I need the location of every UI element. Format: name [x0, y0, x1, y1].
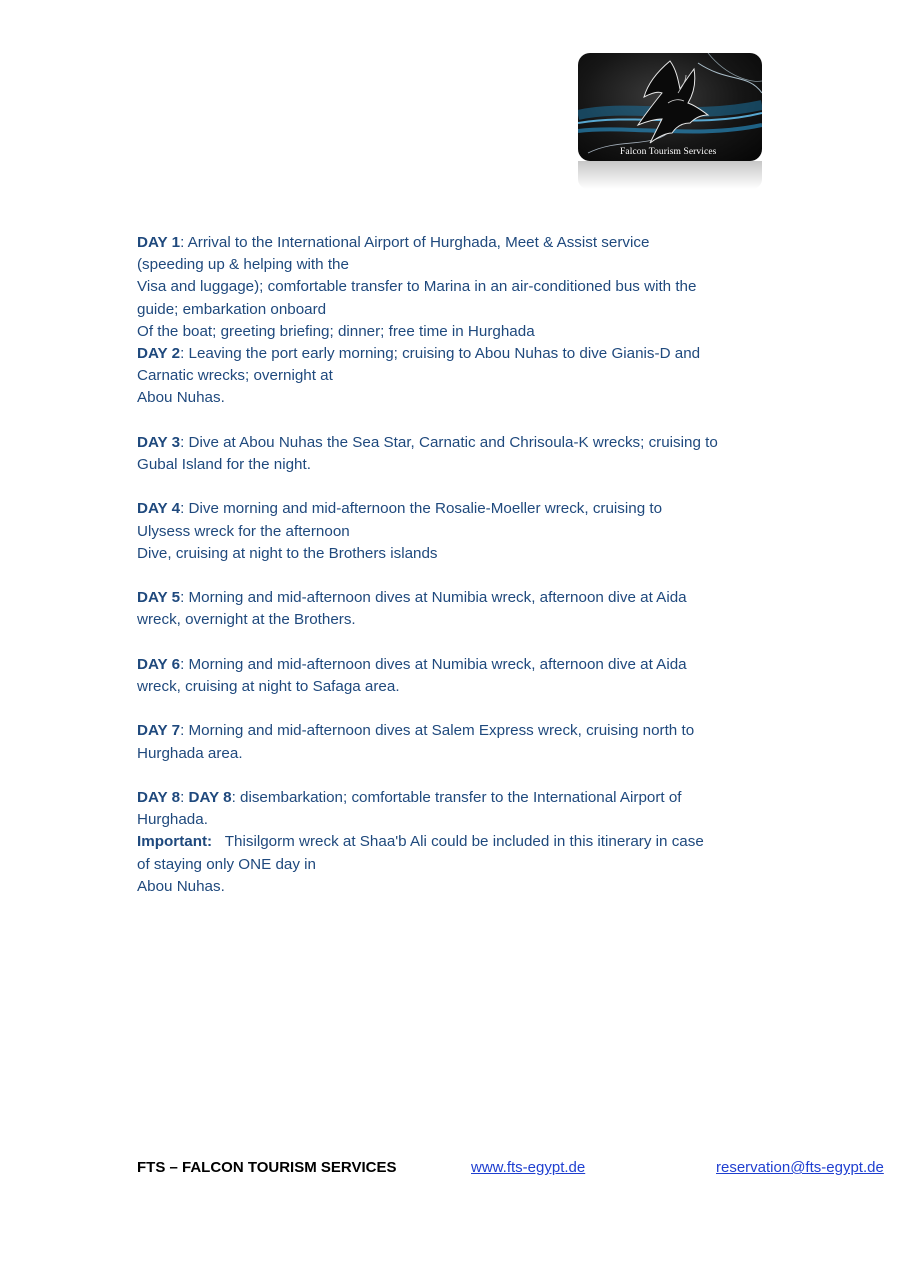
day-4-line-2: Ulysess wreck for the afternoon — [137, 522, 350, 540]
day-7-line-1 — [137, 720, 767, 742]
day-3-line-2: Gubal Island for the night. — [137, 456, 311, 474]
paragraph-gap — [137, 765, 767, 787]
day-6-line-1 — [137, 654, 767, 676]
important-line-2: of staying only ONE day in — [137, 855, 316, 873]
important-text: Thisilgorm wreck at Shaa'b Ali could be included in this itinerary in case — [224, 833, 704, 851]
day-4-line-3: Dive, cruising at night to the Brothers islands — [137, 544, 438, 562]
company-logo — [578, 53, 762, 161]
day-text: : — [180, 788, 189, 806]
logo-text: Falcon Tourism Services — [620, 147, 717, 157]
website-link[interactable]: www.fts-egypt.de — [471, 1159, 586, 1176]
paragraph-gap — [137, 632, 767, 654]
day-text: : Morning and mid-afternoon dives at Numibia wreck, afternoon dive at Aida — [180, 655, 687, 673]
day-1-line-4: guide; embarkation onboard — [137, 300, 327, 318]
day-label: DAY 6 — [137, 655, 181, 673]
day-1-line-3: Visa and luggage); comfortable transfer to Marina in an air-conditioned bus with the — [137, 278, 697, 296]
footer-company-name: FTS – FALCON TOURISM SERVICES — [137, 1159, 397, 1176]
day-1-line-1 — [137, 232, 767, 254]
important-line-1 — [137, 831, 767, 853]
day-6-line-2: wreck, cruising at night to Safaga area. — [137, 678, 400, 695]
itinerary-body — [137, 232, 767, 898]
paragraph-gap — [137, 565, 767, 587]
day-1-line-5: Of the boat; greeting briefing; dinner; free time in Hurghada — [137, 322, 535, 340]
day-2-line-1 — [137, 343, 767, 365]
paragraph-gap — [137, 698, 767, 720]
day-2-line-2: Carnatic wrecks; overnight at — [137, 367, 333, 385]
logo-reflection — [578, 161, 762, 189]
day-text: : Dive at Abou Nuhas the Sea Star, Carnatic and Chrisoula-K wrecks; cruising to — [180, 433, 718, 451]
day-label: DAY 5 — [137, 589, 181, 607]
important-line-3: Abou Nuhas. — [137, 877, 225, 895]
day-text: : Morning and mid-afternoon dives at Salem Express wreck, cruising north to — [180, 722, 695, 740]
paragraph-gap — [137, 410, 767, 432]
day-label: DAY 8 — [137, 788, 181, 806]
paragraph-gap — [137, 476, 767, 498]
day-5-line-2: wreck, overnight at the Brothers. — [137, 611, 356, 629]
day-4-line-1 — [137, 498, 767, 520]
day-label: DAY 2 — [137, 345, 181, 363]
day-text: : Morning and mid-afternoon dives at Numibia wreck, afternoon dive at Aida — [180, 589, 687, 607]
day-5-line-1 — [137, 587, 767, 609]
day-8-line-1 — [137, 787, 767, 809]
day-text: : Dive morning and mid-afternoon the Rosalie-Moeller wreck, cruising to — [180, 500, 663, 518]
day-2-line-3: Abou Nuhas. — [137, 389, 225, 407]
day-label: DAY 7 — [137, 722, 181, 740]
day-label: DAY 3 — [137, 433, 181, 451]
email-link[interactable]: reservation@fts-egypt.de — [716, 1159, 884, 1176]
day-8-line-2: Hurghada. — [137, 811, 208, 829]
falcon-icon — [578, 53, 762, 161]
day-text: : Arrival to the International Airport of Hurghada, Meet & Assist service — [180, 234, 650, 251]
day-label: DAY 4 — [137, 500, 181, 518]
day-7-line-2: Hurghada area. — [137, 744, 243, 762]
day-label: DAY 1 — [137, 234, 181, 251]
day-1-line-2: (speeding up & helping with the — [137, 256, 349, 274]
day-text: : disembarkation; comfortable transfer to the International Airport of — [231, 788, 682, 806]
day-3-line-1 — [137, 432, 767, 454]
important-label: Important: — [137, 833, 213, 851]
day-label-repeat: DAY 8 — [188, 788, 232, 806]
day-text: : Leaving the port early morning; cruising to Abou Nuhas to dive Gianis-D and — [180, 345, 701, 363]
